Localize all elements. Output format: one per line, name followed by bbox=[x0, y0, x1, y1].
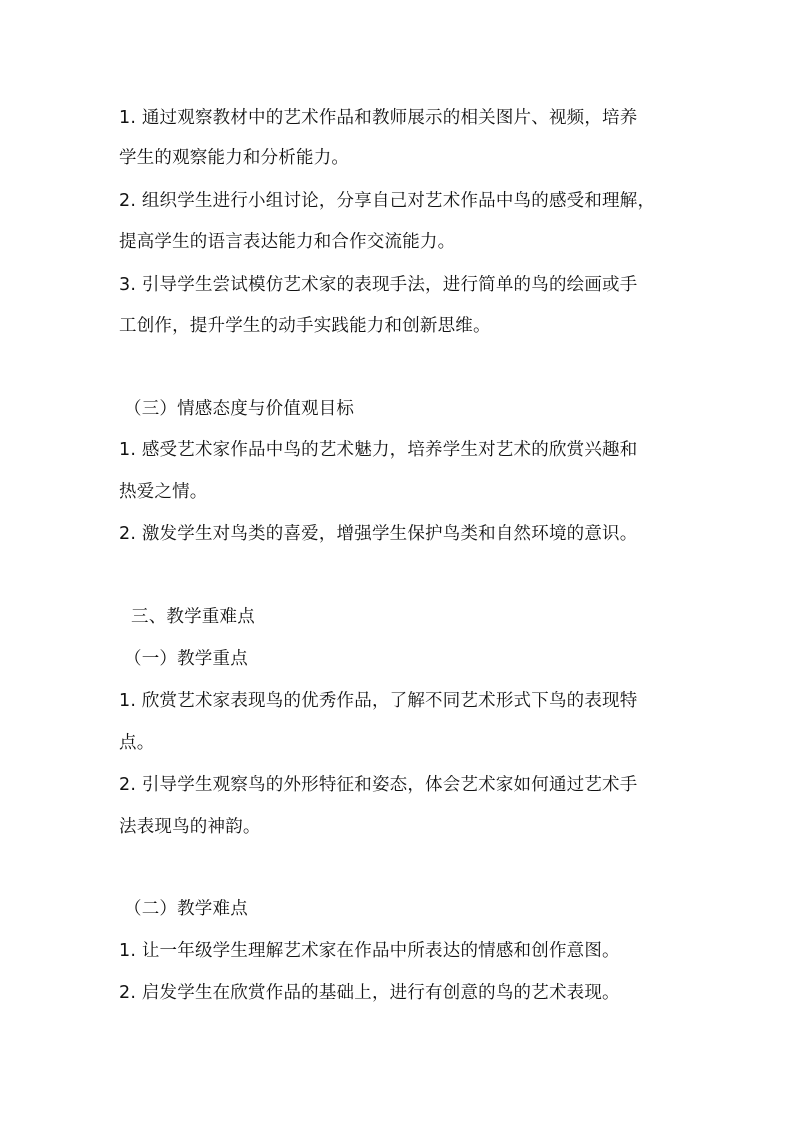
paragraph-line: 提高学生的语言表达能力和合作交流能力。 bbox=[119, 232, 456, 252]
paragraph-line: 2. 组织学生进行小组讨论，分享自己对艺术作品中鸟的感受和理解， bbox=[119, 191, 656, 211]
paragraph-line: 1. 欣赏艺术家表现鸟的优秀作品，了解不同艺术形式下鸟的表现特 bbox=[119, 691, 638, 711]
paragraph-line: 点。 bbox=[119, 733, 155, 753]
paragraph-line: 法表现鸟的神韵。 bbox=[119, 817, 261, 837]
section-heading: （二）教学难点 bbox=[124, 899, 248, 919]
paragraph-line: 3. 引导学生尝试模仿艺术家的表现手法，进行简单的鸟的绘画或手 bbox=[119, 275, 638, 295]
paragraph-line: 2. 引导学生观察鸟的外形特征和姿态，体会艺术家如何通过艺术手 bbox=[119, 775, 638, 795]
paragraph-line: 学生的观察能力和分析能力。 bbox=[119, 148, 350, 168]
paragraph-line: 1. 通过观察教材中的艺术作品和教师展示的相关图片、视频，培养 bbox=[119, 108, 638, 128]
paragraph-line: 2. 激发学生对鸟类的喜爱，增强学生保护鸟类和自然环境的意识。 bbox=[119, 524, 638, 544]
paragraph-line: 工创作，提升学生的动手实践能力和创新思维。 bbox=[119, 316, 491, 336]
section-heading: 三、教学重难点 bbox=[131, 607, 255, 627]
section-heading: （一）教学重点 bbox=[124, 649, 248, 669]
paragraph-line: 热爱之情。 bbox=[119, 482, 208, 502]
paragraph-line: 1. 让一年级学生理解艺术家在作品中所表达的情感和创作意图。 bbox=[119, 941, 620, 961]
section-heading: （三）情感态度与价值观目标 bbox=[124, 399, 355, 419]
paragraph-line: 2. 启发学生在欣赏作品的基础上，进行有创意的鸟的艺术表现。 bbox=[119, 983, 620, 1003]
paragraph-line: 1. 感受艺术家作品中鸟的艺术魅力，培养学生对艺术的欣赏兴趣和 bbox=[119, 440, 638, 460]
